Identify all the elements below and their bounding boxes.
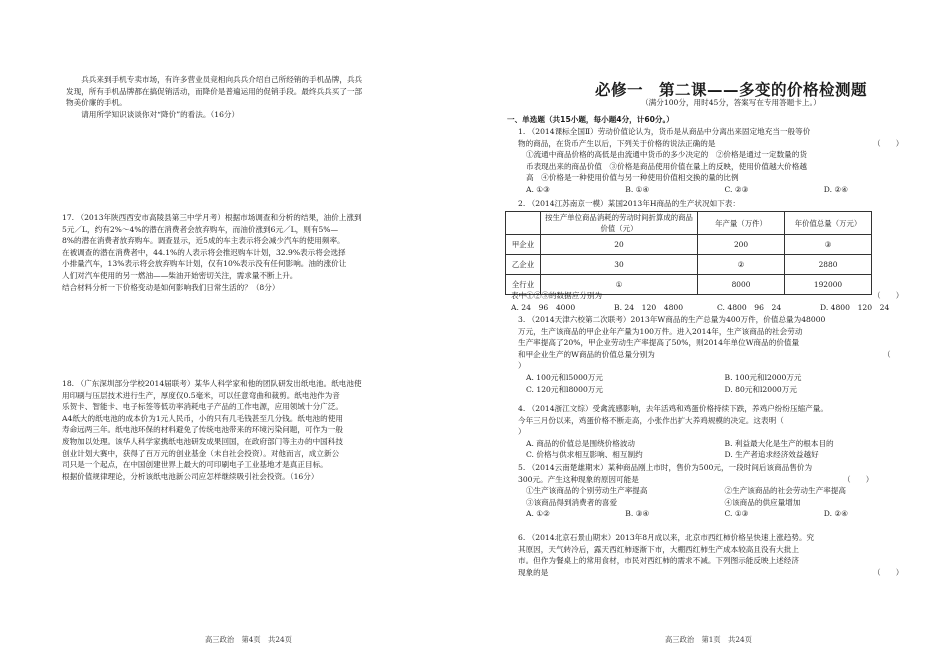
q17-line: 17. （2013年陕西西安市高陵县第三中学月考）根据市场调查和分析的结果，油价上涨到 bbox=[62, 213, 362, 222]
option-a: A. ①② bbox=[526, 509, 550, 519]
q6-line: 6. （2014北京石景山期末）2013年8月成以来，北京市西红柿价格呈快速上涨趋势。究 bbox=[518, 533, 815, 542]
option-b: B. ①④ bbox=[625, 184, 650, 194]
q6-line: 现象的是 （ ） bbox=[518, 567, 904, 577]
q3-options-row bbox=[518, 384, 923, 396]
option-b: B. 24 120 4800 bbox=[614, 302, 684, 312]
table-header: 年价值总量（万元） bbox=[785, 212, 872, 235]
page-footer: 高三政治 第4页 共24页 bbox=[205, 635, 292, 644]
q17-line: 8%的潜在消费者放弃购车。调查显示，近5成的车主表示将会减少汽车的使用频率。 bbox=[62, 236, 345, 246]
option-a: A. 100元和l5000万元 bbox=[526, 372, 603, 382]
option-c: C. ②③ bbox=[724, 184, 749, 194]
page-subtitle: （满分100分，用时45分，答案写在专用答题卡上。） bbox=[641, 98, 821, 107]
q1-stem-cont: 物的商品，在货币产生以后，下列关于价格的说法正确的是 （ ） bbox=[518, 138, 904, 148]
table-row bbox=[506, 212, 872, 235]
option-a: A. ①③ bbox=[526, 184, 550, 194]
option-c: C. ①③ bbox=[724, 509, 749, 519]
intro-line: 物美价廉的手机。 bbox=[66, 98, 127, 108]
question-2-stem: 2. （2014江苏南京一模）某国2013年H商品的生产状况如下表： bbox=[518, 199, 740, 208]
q3-line: 生产率提高了20%，甲企业劳动生产率提高了50%，则2014年单位W商品的价值量 bbox=[518, 338, 800, 348]
option-c: C. 价格与供求相互影响、相互制约 bbox=[526, 450, 643, 460]
q18-line: 创业计划大赛中，获得了百万元的创业基金（未自社会投资）。对他而言，成立新公 bbox=[62, 448, 340, 458]
table-cell: 30 bbox=[541, 255, 698, 275]
option-d: D. ②④ bbox=[823, 184, 849, 194]
q18-line: 用印刷与压层技术进行生产，厚度仅0.5毫米，可以任意弯曲和裁剪。纸电池作为音 bbox=[62, 390, 340, 400]
q18-line: 司只是一个起点，在中国创建世界上最大的可印刷电子工业基地才是真正目标。 bbox=[62, 460, 328, 470]
option-d: D. 生产者追求经济效益越好 bbox=[724, 450, 819, 460]
q3-line: 万元，生产该商品的甲企业年产量为100万件。进入2014年，生产该商品的社会劳动 bbox=[518, 326, 803, 336]
q17-line: 小排量汽车，13%表示将会放弃购车计划，仅有10%表示没有任何影响。油的涨价让 bbox=[62, 259, 347, 269]
question-17 bbox=[62, 212, 457, 293]
option-b: B. ③④ bbox=[625, 509, 650, 519]
table-cell bbox=[506, 212, 541, 235]
option-c: C. 4800 96 24 bbox=[717, 302, 782, 312]
table-cell: 8000 bbox=[698, 275, 785, 295]
table-row bbox=[506, 235, 872, 255]
q17-line: 5元／L，约有2%～4%的潜在消费者会放弃购车，而油价涨到6元／L，则有5%— bbox=[62, 224, 339, 234]
q1-statement: 币表现出来的商品价值 ③价格是商品使用价值在量上的反映，使用价值越大价格越 bbox=[526, 161, 807, 171]
question-18 bbox=[62, 378, 457, 482]
table-cell: 乙企业 bbox=[506, 255, 541, 275]
question-4 bbox=[518, 403, 923, 461]
intro-line: 兵兵来到手机专卖市场，有许多营业员竞相向兵兵介绍自己所经销的手机品牌，兵兵 bbox=[81, 75, 363, 84]
option-b: B. 利益最大化是生产的根本目的 bbox=[724, 438, 834, 448]
q17-line: 人们对汽车使用的另一燃油——柴油开始密切关注，需求量不断上升。 bbox=[62, 270, 298, 280]
table-cell: 200 bbox=[698, 235, 785, 255]
q18-line: 废物加以处理。该华人科学家携纸电池研发成果回国，在政府部门等主办的中国科技 bbox=[62, 436, 343, 446]
table-cell: 全行业 bbox=[506, 275, 541, 295]
section-heading: 一、单选题（共15小题，每小题4分，计60分。） bbox=[507, 115, 674, 124]
q1-statement: ①流通中商品价格的高低是由流通中货币的多少决定的 ②价格是通过一定数量的货 bbox=[526, 150, 807, 160]
question-1 bbox=[518, 126, 923, 196]
option-d: D. 4800 120 24 bbox=[820, 302, 890, 312]
q5-statement: ②生产该商品的社会劳动生产率提高 bbox=[724, 486, 846, 496]
q3-options-row bbox=[518, 372, 923, 384]
q18-line: A4纸大的纸电池的成本价为1元人民币，小的只有几毛钱甚至几分钱。纸电池的使用 bbox=[62, 413, 343, 423]
q5-line: 300元。产生这种现象的原因可能是 （ ） bbox=[518, 474, 874, 484]
intro-line: 发现，所有手机品牌都在搞促销活动，而降价是普遍运用的促销手段。最终兵兵买了一部 bbox=[66, 86, 363, 96]
option-a: A. 24 96 4000 bbox=[511, 302, 576, 312]
table-header: 按生产单位商品消耗的劳动时间折算成的商品价值（元） bbox=[541, 212, 698, 235]
q17-prompt: 结合材料分析一下价格变动是如何影响我们日常生活的？（8分） bbox=[62, 282, 280, 292]
q5-line: 5. （2014云南楚雄期末）某种商品刚上市时，售价为500元，一段时间后该商品售价为 bbox=[518, 463, 813, 472]
right-page bbox=[475, 0, 950, 658]
q3-line: 3. （2014天津六校第二次联考）2013年W商品的生产总量为400万件，价值总量为48000 bbox=[518, 315, 826, 324]
option-d: D. ②④ bbox=[823, 509, 849, 519]
q17-line: 在被调查的潜在消费者中，44.1%的人表示将会推迟购车计划，32.9%表示将会选择 bbox=[62, 247, 346, 257]
q5-statements bbox=[518, 485, 923, 497]
q1-stem: 1. （2014课标全国Ⅱ）劳动价值论认为，货币是从商品中分离出来固定地充当一般等价 bbox=[518, 127, 811, 136]
q3-line: ） bbox=[518, 361, 526, 371]
q1-options bbox=[518, 184, 923, 196]
q5-statement: ③该商品得到消费者的喜爱 bbox=[526, 497, 618, 507]
q4-options-row bbox=[518, 438, 923, 450]
q6-line: 其原因，天气转冷后，露天西红柿逐渐下市，大棚西红柿生产成本较高且没有大批上 bbox=[518, 544, 799, 554]
question-6 bbox=[518, 532, 923, 578]
option-d: D. 80元和l2000万元 bbox=[724, 384, 797, 394]
table-cell: 20 bbox=[541, 235, 698, 255]
q4-line: ） bbox=[518, 427, 526, 437]
q1-statement: 高 ④价格是一种使用价值与另一种使用价值相交换的量的比例 bbox=[526, 173, 739, 183]
table-cell: 甲企业 bbox=[506, 235, 541, 255]
question-5 bbox=[518, 462, 923, 520]
q2-options bbox=[511, 302, 923, 314]
q5-statement: ①生产该商品的个别劳动生产率提高 bbox=[526, 486, 648, 496]
table-cell: ① bbox=[541, 275, 698, 295]
option-b: B. 100元和l2000万元 bbox=[724, 372, 802, 382]
q5-statement: ④该商品的供应量增加 bbox=[724, 497, 801, 507]
page-title: 必修一 第二课——多变的价格检测题 bbox=[594, 81, 867, 99]
table-cell: 2880 bbox=[785, 255, 872, 275]
table-cell: ③ bbox=[785, 235, 872, 255]
table-cell: ② bbox=[698, 255, 785, 275]
intro-material bbox=[66, 74, 456, 120]
question-3 bbox=[518, 314, 923, 395]
q4-line: 4. （2014浙江文综）受禽流感影响，去年活鸡和鸡蛋价格持续下跌，养鸡户纷纷压缩产量。 bbox=[518, 404, 828, 413]
q18-line: 18. （广东深圳部分学校2014届联考）某华人科学家和他的团队研发出纸电池。纸电池使 bbox=[62, 379, 362, 388]
q6-line: 市。但作为餐桌上的常用食材，市民对西红柿的需求不减。下列图示能反映上述经济 bbox=[518, 556, 799, 566]
q5-statements bbox=[518, 497, 923, 509]
table-cell: 192000 bbox=[785, 275, 872, 295]
q18-prompt: 根据价值规律理论，分析该纸电池新公司应怎样继续吸引社会投资。（16分） bbox=[62, 471, 319, 481]
q4-options-row bbox=[518, 449, 923, 461]
option-a: A. 商品的价值总是围绕价格波动 bbox=[526, 438, 636, 448]
question-2-tail bbox=[511, 290, 923, 313]
q2-after: 表中①②③的数据应分别为 （ ） bbox=[511, 291, 904, 300]
table-header: 年产量（万件） bbox=[698, 212, 785, 235]
q18-line: 乐贺卡、智能卡、电子标签等低功率消耗电子产品的工作电源，应用领域十分广泛。 bbox=[62, 402, 343, 412]
option-c: C. 120元和l8000万元 bbox=[526, 384, 603, 394]
q5-options bbox=[518, 508, 923, 520]
table-row bbox=[506, 255, 872, 275]
q4-line: 今年三月份以来，鸡蛋价格不断走高，小张作出扩大养鸡规模的决定。这表明（ bbox=[518, 415, 784, 425]
q3-line: 和甲企业生产的W商品的价值总量分别为 （ bbox=[518, 349, 891, 359]
page-footer: 高三政治 第1页 共24页 bbox=[665, 635, 752, 644]
q2-table bbox=[505, 211, 872, 295]
intro-question: 请用所学知识谈谈你对“降价”的看法。（16分） bbox=[81, 109, 240, 119]
q18-line: 寿命远两三年。纸电池环保的材料避免了传统电池带来的环境污染问题，可作为一般 bbox=[62, 425, 343, 435]
